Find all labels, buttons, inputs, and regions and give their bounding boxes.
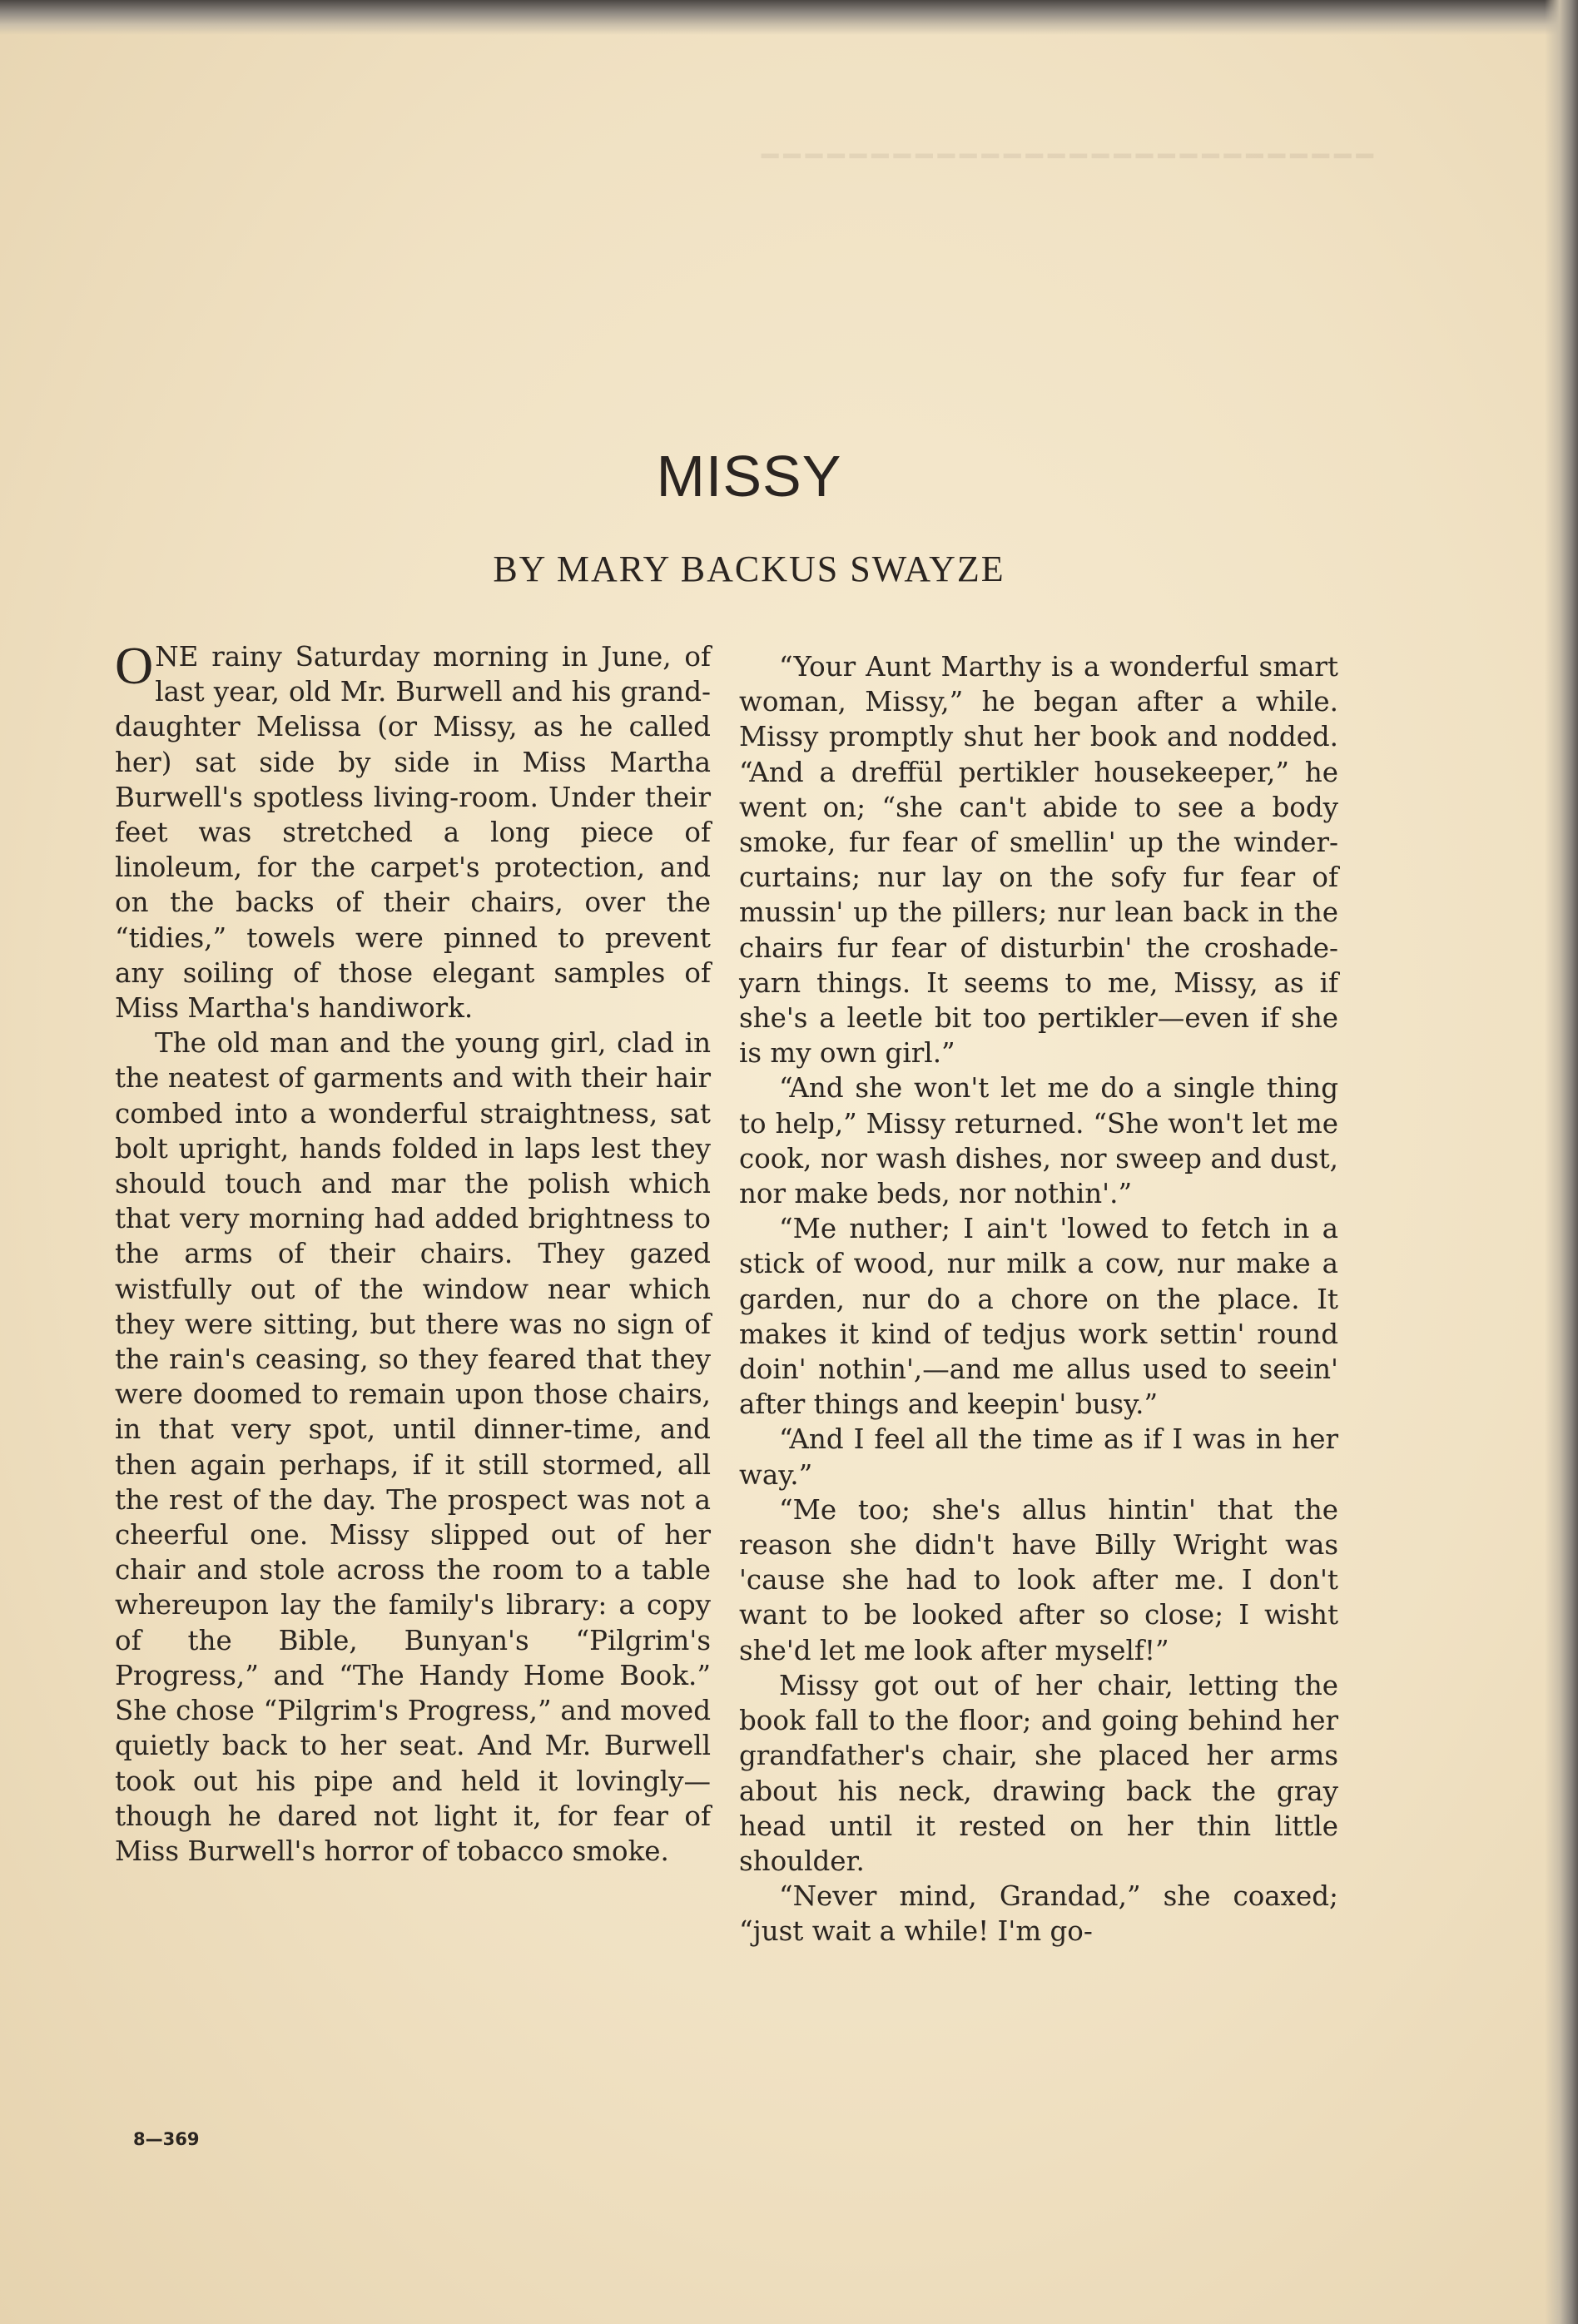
right-paragraph: “And she won't let me do a single thing to help,” Missy returned. “She won't let me cook, nor wash dishes, nor sweep and dust, nor make beds, nor nothin'.”: [739, 1072, 1338, 1210]
left-text-column: [115, 636, 711, 1869]
right-paragraph: “Me too; she's allus hintin' that the reason she didn't have Billy Wright was 'cause she had to look after me. I don't want to be looked after so close; I wisht she'd let me look after myself!”: [739, 1493, 1338, 1666]
left-paragraph-text: NE rainy Saturday morning in June, of last year, old Mr. Burwell and his grand-daughter Melissa (or Missy, as he called her) sat side by side in Miss Martha Burwell's spotless living-room. Under their feet was stretched a long piece of linoleum, for the carpet's protection, and on the backs of their chairs, over the “tidies,” towels were pinned to prevent any soiling of those elegant samples of Miss Martha's handiwork.: [115, 641, 711, 1025]
left-paragraph: The old man and the young girl, clad in the neatest of garments and with their hair combed into a wonderful straightness, sat bolt upright, hands folded in laps lest they should touch and mar the polish which that very morning had added brightness to the arms of their chairs. They gazed wistfully out of the window near which they were sitting, but there was no sign of the rain's ceasing, so they feared that they were doomed to remain upon those chairs, in that very spot, until dinner-time, and then again perhaps, if it still stormed, all the rest of the day. The prospect was not a cheerful one. Missy slipped out of her chair and stole across the room to a table whereupon lay the family's library: a copy of the Bible, Bunyan's “Pilgrim's Progress,” and “The Handy Home Book.” She chose “Pilgrim's Progress,” and moved quietly back to her seat. And Mr. Burwell took out his pipe and held it lovingly—though he dared not light it, for fear of Miss Burwell's horror of tobacco smoke.: [115, 1027, 711, 1867]
bleed-through-header: ━━━━━━━━━━━━━━━━━━━━━━━━━━━━: [756, 142, 1373, 172]
drop-cap: O: [115, 636, 154, 695]
right-paragraph: “Your Aunt Marthy is a wonderful smart woman, Missy,” he began after a while. Missy promptly shut her book and nodded. “And a dreffül pertikler housekeeper,” he went on; “she can't abide to see a body smoke, fur fear of smellin' up the winder-curtains; nur lay on the sofy fur fear of mussin' up the pillers; nur lean back in the chairs fur fear of disturbin' the croshade-yarn things. It seems to me, Missy, as if she's a leetle bit too pertikler—even if she is my own girl.”: [739, 651, 1338, 1070]
right-paragraph: “Never mind, Grandad,” she coaxed; “just wait a while! I'm go-: [739, 1880, 1338, 1948]
article-title: MISSY: [656, 444, 842, 509]
right-paragraph: Missy got out of her chair, letting the book fall to the floor; and going behind her grandfather's chair, she placed her arms about his neck, drawing back the gray head until it rested on her thin little shoulder.: [739, 1669, 1338, 1877]
right-paragraph: “Me nuther; I ain't 'lowed to fetch in a stick of wood, nur milk a cow, nur make a garden, nur do a chore on the place. It makes it kind of tedjus work settin' round doin' nothin',—and me allus used to seein' after things and keepin' busy.”: [739, 1213, 1338, 1421]
article-byline: BY MARY BACKUS SWAYZE: [493, 549, 1005, 589]
page-right-edge: [1545, 0, 1578, 2324]
right-paragraph: “And I feel all the time as if I was in her way.”: [739, 1423, 1338, 1491]
page-top-edge: [0, 0, 1578, 35]
right-text-column: [739, 649, 1338, 1949]
page-number: 8—369: [133, 2129, 200, 2149]
left-paragraph: [115, 636, 711, 1025]
